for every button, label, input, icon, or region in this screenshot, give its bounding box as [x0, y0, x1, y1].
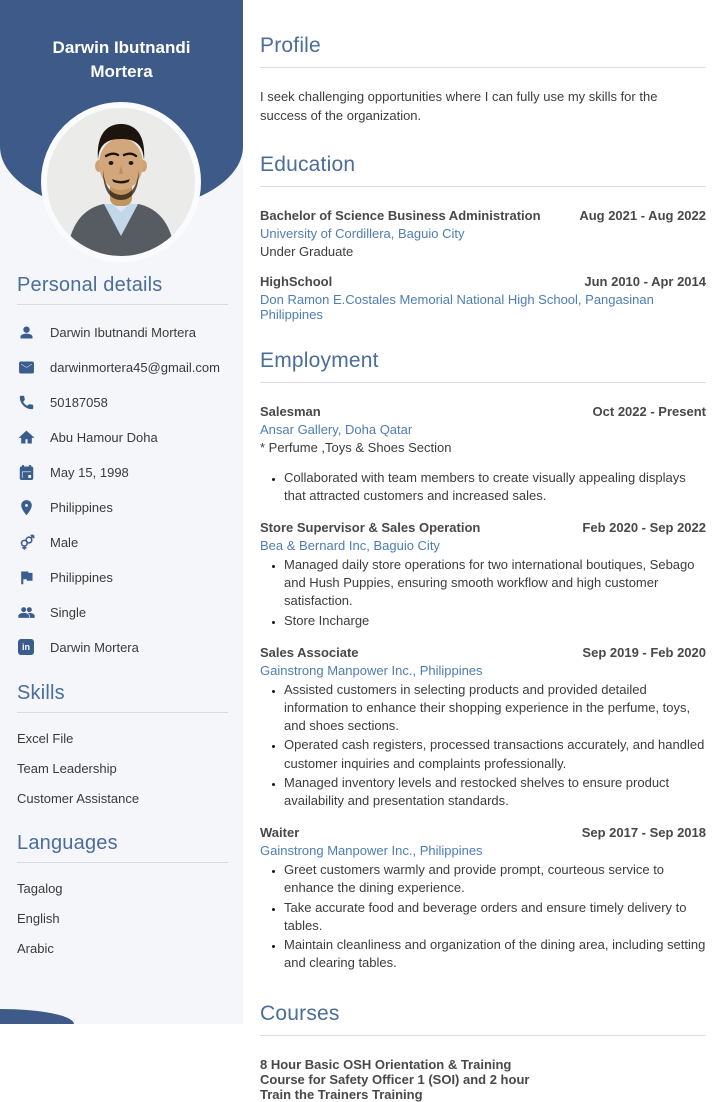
flag-icon — [17, 568, 35, 586]
location-pin-icon — [17, 498, 35, 516]
personal-details-section — [17, 274, 228, 656]
job-bullet: • Managed daily store operations for two international boutiques, Sebago and Hush Puppies, ensuring smooth workflow and high customer satisfaction. — [284, 556, 706, 611]
job-bullet: • Assisted customers in selecting products and provided detailed information to enhance their shopping experience in the perfume, toys, and shoes sections. — [284, 681, 706, 736]
personal-item-value: 50187058 — [50, 394, 108, 410]
languages-heading: Languages — [17, 832, 118, 854]
personal-item-value: Single — [50, 604, 87, 620]
personal-item-value: Darwin Ibutnandi Mortera — [50, 324, 196, 340]
profile-heading: Profile — [260, 34, 321, 57]
phone-icon — [17, 393, 35, 411]
education-section — [260, 153, 706, 322]
personal-item-linkedin — [17, 638, 228, 656]
skill-item: Excel File — [17, 731, 74, 746]
divider — [17, 712, 228, 713]
degree-title: Bachelor of Science Business Administration — [260, 207, 541, 223]
courses-heading: Courses — [260, 1002, 340, 1026]
skill-item: Customer Assistance — [17, 791, 140, 806]
personal-item-value: Philippines — [50, 499, 113, 515]
envelope-icon — [17, 358, 35, 376]
job-dates: Oct 2022 - Present — [592, 403, 706, 419]
divider — [260, 186, 706, 187]
languages-section — [17, 832, 228, 956]
personal-item-value: Male — [50, 534, 79, 550]
candidate-name-line1: Darwin Ibutnandi — [52, 38, 191, 57]
personal-item-nationality — [17, 568, 228, 586]
divider — [260, 67, 706, 68]
job-dates: Sep 2017 - Sep 2018 — [581, 825, 706, 841]
language-item: English — [17, 911, 60, 926]
personal-item-marital-status — [17, 603, 228, 621]
company-name: Ansar Gallery, Doha Qatar — [260, 421, 413, 437]
courses-list — [260, 1057, 706, 1102]
courses-section — [260, 1002, 706, 1102]
personal-item-value: darwinmortera45@gmail.com — [50, 359, 220, 375]
personal-item-phone — [17, 393, 228, 411]
job-title: Sales Associate — [260, 644, 359, 660]
employment-heading: Employment — [260, 348, 379, 372]
job-bullet: • Greet customers warmly and provide prompt, courteous service to enhance the dining experience. — [284, 861, 706, 897]
personal-item-address — [17, 428, 228, 446]
job-bullet: • Collaborated with team members to create visually appealing displays that attracted customers and increased sales. — [284, 469, 706, 505]
divider — [260, 1035, 706, 1036]
education-entry — [260, 208, 706, 259]
degree-title: HighSchool — [260, 273, 333, 289]
people-icon — [17, 603, 35, 621]
job-bullet: • Store Incharge — [284, 612, 706, 630]
job-bullet: • Take accurate food and beverage orders and ensure timely delivery to tables. — [284, 899, 706, 935]
language-item: Arabic — [17, 941, 54, 956]
company-name: Gainstrong Manpower Inc., Philippines — [260, 662, 483, 678]
job-bullets — [260, 469, 706, 505]
candidate-name — [0, 36, 243, 84]
personal-item-email — [17, 358, 228, 376]
resume-body — [260, 0, 706, 1102]
job-bullets — [260, 556, 706, 630]
skills-heading: Skills — [17, 682, 65, 704]
sidebar — [0, 0, 243, 1024]
job-bullet: • Operated cash registers, processed transactions accurately, and handled customer inquiries and complaints professionally. — [284, 736, 706, 772]
employment-entry — [260, 404, 706, 505]
job-title: Store Supervisor & Sales Operation — [260, 520, 481, 536]
education-note: Under Graduate — [260, 243, 354, 259]
home-icon — [17, 428, 35, 446]
company-name: Bea & Bernard Inc, Baguio City — [260, 538, 440, 554]
job-bullet: • Maintain cleanliness and organization of the dining area, including setting and clearing tables. — [284, 936, 706, 972]
personal-item-birthdate — [17, 463, 228, 481]
education-dates: Aug 2021 - Aug 2022 — [579, 207, 706, 223]
job-note: * Perfume ,Toys & Shoes Section — [260, 439, 452, 455]
personal-item-value: Philippines — [50, 569, 113, 585]
candidate-name-line2: Mortera — [90, 61, 153, 81]
job-bullets — [260, 681, 706, 810]
course-line: 8 Hour Basic OSH Orientation & Training — [260, 1057, 512, 1073]
job-bullet: • Managed inventory levels and restocked shelves to ensure product availability and presentation standards. — [284, 774, 706, 810]
bottom-corner-accent — [0, 1009, 74, 1024]
divider — [17, 862, 228, 863]
company-name: Gainstrong Manpower Inc., Philippines — [260, 843, 483, 859]
personal-item-value: May 15, 1998 — [50, 464, 129, 480]
personal-item-birthplace — [17, 498, 228, 516]
profile-section — [260, 34, 706, 126]
employment-entry — [260, 645, 706, 810]
skills-section — [17, 682, 228, 806]
divider — [17, 304, 228, 305]
course-line: Course for Safety Officer 1 (SOI) and 2 hour — [260, 1072, 530, 1088]
personal-item-gender — [17, 533, 228, 551]
profile-photo — [41, 102, 201, 262]
education-entry — [260, 274, 706, 322]
personal-details-heading: Personal details — [17, 274, 163, 296]
skill-item: Team Leadership — [17, 761, 117, 776]
calendar-icon — [17, 463, 35, 481]
school-name: Don Ramon E.Costales Memorial National High School, Pangasinan Philippines — [260, 291, 654, 322]
language-item: Tagalog — [17, 881, 63, 896]
profile-photo-illustration — [47, 108, 195, 256]
personal-item-value: Darwin Mortera — [50, 639, 139, 655]
personal-item-value: Abu Hamour Doha — [50, 429, 158, 445]
school-name: University of Cordillera, Baguio City — [260, 225, 465, 241]
education-heading: Education — [260, 152, 356, 176]
job-dates: Feb 2020 - Sep 2022 — [582, 520, 706, 536]
job-dates: Sep 2019 - Feb 2020 — [582, 644, 706, 660]
job-title: Waiter — [260, 825, 300, 841]
profile-text: I seek challenging opportunities where I can fully use my skills for the success of the organization. — [260, 89, 658, 123]
gender-icon — [17, 533, 35, 551]
linkedin-icon: in — [17, 638, 35, 656]
user-icon — [17, 323, 35, 341]
job-bullets — [260, 861, 706, 972]
education-dates: Jun 2010 - Apr 2014 — [584, 273, 706, 289]
course-line: Train the Trainers Training — [260, 1087, 423, 1102]
employment-entry — [260, 825, 706, 972]
divider — [260, 382, 706, 383]
employment-entry — [260, 520, 706, 630]
employment-section — [260, 349, 706, 973]
personal-item-name — [17, 323, 228, 341]
job-title: Salesman — [260, 403, 321, 419]
